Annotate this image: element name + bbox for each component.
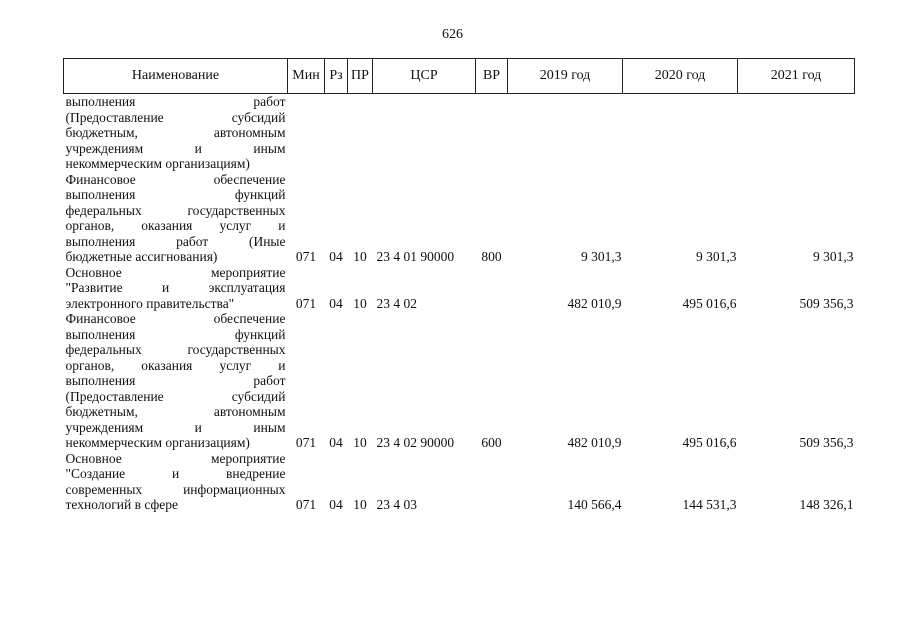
name-line: федеральных государственных — [65, 202, 286, 218]
cell-pr: 10 — [353, 497, 367, 512]
name-line: органов, оказания услуг и — [65, 218, 286, 233]
cell-csr: 23 4 02 — [376, 295, 417, 311]
cell-pr: 10 — [353, 435, 367, 450]
name-line: выполнения работ — [65, 94, 286, 109]
name-line: бюджетным, автономным — [65, 404, 286, 419]
cell-rz: 04 — [329, 497, 343, 512]
cell-csr: 23 4 01 90000 — [376, 249, 455, 264]
header-min: Мин — [288, 59, 325, 94]
name-line: выполнения работ (Иные — [65, 233, 286, 249]
cell-rz: 04 — [329, 295, 343, 311]
cell-2020: 495 016,6 — [682, 435, 737, 450]
cell-pr: 10 — [353, 249, 367, 264]
cell-2020: 144 531,3 — [682, 497, 737, 512]
name-line: некоммерческим организациям) — [65, 156, 250, 171]
name-line: (Предоставление субсидий — [65, 109, 286, 125]
name-line: некоммерческим организациям) — [65, 435, 250, 450]
table-row — [64, 451, 855, 513]
header-rz: Рз — [325, 59, 348, 94]
cell-vr: 600 — [481, 435, 502, 450]
cell-2019: 9 301,3 — [581, 249, 622, 264]
cell-rz — [325, 94, 348, 172]
cell-2021: 509 356,3 — [799, 435, 854, 450]
cell-min: 071 — [295, 497, 317, 512]
header-pr: ПР — [348, 59, 373, 94]
cell-pr — [348, 94, 373, 172]
cell-2019: 482 010,9 — [567, 435, 622, 450]
cell-2021: 9 301,3 — [813, 249, 854, 264]
name-line: федеральных государственных — [65, 342, 286, 357]
header-2021: 2021 год — [738, 59, 855, 94]
name-line: (Предоставление субсидий — [65, 388, 286, 404]
cell-min: 071 — [295, 249, 317, 264]
name-line: современных информационных — [65, 481, 286, 497]
name-line: Финансовое обеспечение — [65, 171, 286, 187]
cell-2020: 495 016,6 — [682, 295, 737, 311]
cell-csr: 23 4 03 — [376, 497, 417, 512]
cell-name — [64, 311, 288, 451]
cell-2020: 9 301,3 — [696, 249, 737, 264]
header-name: Наименование — [64, 59, 288, 94]
table-row — [64, 311, 855, 451]
cell-2021: 509 356,3 — [799, 295, 854, 311]
cell-min: 071 — [295, 435, 317, 450]
name-line: Основное мероприятие — [65, 450, 286, 466]
table-body — [64, 94, 855, 513]
cell-name — [64, 451, 288, 513]
name-line: "Создание и внедрение — [65, 466, 286, 481]
cell-2019: 140 566,4 — [567, 497, 622, 512]
cell-2021: 148 326,1 — [799, 497, 854, 512]
name-line: выполнения функций — [65, 187, 286, 202]
table-header — [64, 59, 855, 94]
cell-min: 071 — [295, 295, 317, 311]
header-vr: ВР — [476, 59, 508, 94]
cell-2019: 482 010,9 — [567, 295, 622, 311]
header-2020: 2020 год — [623, 59, 738, 94]
table-row — [64, 94, 855, 172]
name-line: выполнения функций — [65, 326, 286, 342]
cell-pr: 10 — [353, 295, 367, 311]
cell-vr — [476, 451, 508, 513]
cell-name — [64, 265, 288, 312]
cell-2020 — [623, 94, 738, 172]
cell-csr: 23 4 02 90000 — [376, 435, 455, 450]
header-2019: 2019 год — [508, 59, 623, 94]
cell-vr — [476, 94, 508, 172]
cell-rz: 04 — [329, 435, 343, 450]
page-number: 626 — [442, 27, 463, 42]
name-line: органов, оказания услуг и — [65, 357, 286, 373]
name-line: выполнения работ — [65, 373, 286, 388]
table-row — [64, 172, 855, 265]
cell-vr: 800 — [481, 249, 502, 264]
cell-min — [288, 94, 325, 172]
cell-2021 — [738, 94, 855, 172]
name-line: учреждениям и иным — [65, 140, 286, 156]
name-line: электронного правительства" — [65, 295, 235, 311]
name-line: Основное мероприятие — [65, 264, 286, 280]
cell-vr — [476, 265, 508, 312]
table-row — [64, 265, 855, 312]
header-csr: ЦСР — [373, 59, 476, 94]
name-line: технологий в сфере — [65, 497, 178, 512]
name-line: "Развитие и эксплуатация — [65, 280, 286, 295]
name-line: учреждениям и иным — [65, 419, 286, 435]
name-line: бюджетным, автономным — [65, 125, 286, 140]
cell-rz: 04 — [329, 249, 343, 264]
cell-name — [64, 94, 288, 172]
cell-csr — [373, 94, 476, 172]
cell-2019 — [508, 94, 623, 172]
budget-table — [63, 58, 855, 513]
name-line: бюджетные ассигнования) — [65, 249, 218, 264]
cell-name — [64, 172, 288, 265]
name-line: Финансовое обеспечение — [65, 311, 286, 326]
